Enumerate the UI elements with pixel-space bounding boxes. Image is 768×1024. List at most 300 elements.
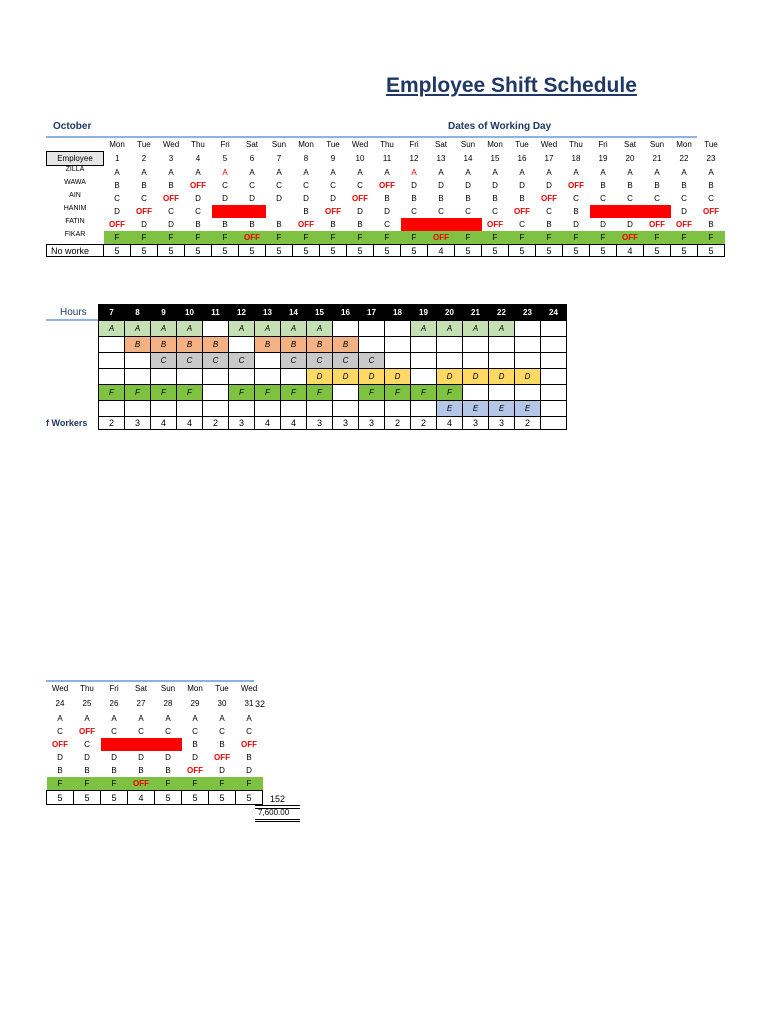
shift-cell: B [546,220,552,229]
shift-hour-cell [541,369,567,385]
date-number: 29 [190,699,200,708]
shift-cell: C [573,194,579,203]
shift-cell: OFF [703,207,719,216]
page-title: Employee Shift Schedule [386,74,637,97]
shift-cell: A [546,167,552,177]
shift-row [46,401,567,417]
shift-hour-cell: F [255,385,281,401]
shift-hour-cell: A [463,321,489,337]
day-name: Sat [134,684,147,693]
shift-cell: F [347,231,374,245]
shift-hour-cell: A [229,321,255,337]
employee-row [47,725,263,738]
shift-row [46,321,567,337]
date-number: 18 [571,154,581,163]
workers-count: 3 [359,417,385,430]
workers-count: 3 [333,417,359,430]
date-number: 25 [82,699,92,708]
shift-cell: C [141,194,147,203]
shift-hour-cell [229,401,255,417]
hour-cell: 18 [385,305,411,321]
shift-hour-cell: B [281,337,307,353]
shift-cell: A [138,714,144,723]
shift-hour-cell: A [151,321,177,337]
shift-row-label [46,401,99,417]
shift-hour-cell [541,353,567,369]
workers-count: 2 [99,417,125,430]
shift-hour-cell [489,337,515,353]
shift-cell: D [246,766,252,775]
shift-cell: D [57,753,63,762]
day-name: Tue [215,684,229,693]
workers-count: 3 [307,417,333,430]
shift-cell: F [266,231,293,245]
date-number: 21 [652,154,662,163]
employee-row [47,751,263,764]
shift-hour-cell: F [359,385,385,401]
shift-cell: B [681,181,687,190]
shift-cell: B [519,194,525,203]
shift-cell: D [222,194,228,203]
shift-cell: C [276,181,282,190]
shift-hour-cell: A [177,321,203,337]
employee-row [47,179,725,192]
shift-cell: A [465,167,471,177]
shift-hour-cell [203,369,229,385]
date-number: 6 [249,154,255,163]
count-cell: 5 [266,245,293,257]
shift-cell: OFF [136,207,152,216]
shift-hour-cell [229,337,255,353]
shift-cell: B [57,766,63,775]
shift-cell: F [401,231,428,245]
shift-hour-cell [307,401,333,417]
shift-hour-cell [515,353,541,369]
shift-cell: F [212,231,239,245]
employee-name: WAWA [64,179,86,186]
hour-cell: 16 [333,305,359,321]
workers-count: 3 [463,417,489,430]
hour-cell: 10 [177,305,203,321]
shift-cell: A [411,167,417,177]
date-number: 8 [303,154,309,163]
date-number: 12 [409,154,419,163]
dates-subtitle: Dates of Working Day [448,121,552,132]
workers-count: 3 [125,417,151,430]
shift-hour-cell [463,337,489,353]
shift-cell: C [411,207,417,216]
shift-cell: A [57,714,63,723]
shift-cell: A [384,167,390,177]
shift-cell: F [563,231,590,245]
monthly-schedule-table [46,138,725,257]
shift-cell: B [411,194,417,203]
shift-cell: D [249,194,255,203]
shift-cell: F [182,777,209,791]
shift-cell: A [168,167,174,177]
shift-cell: OFF [241,740,257,749]
shift-hour-cell [515,337,541,353]
shift-hour-cell: F [281,385,307,401]
leave-block [401,218,482,231]
shift-hour-cell: E [463,401,489,417]
hour-cell: 17 [359,305,385,321]
workers-count: 2 [411,417,437,430]
day-name: Wed [240,684,258,693]
shift-hour-cell: F [385,385,411,401]
shift-cell: F [101,777,128,791]
shift-cell: C [627,194,633,203]
shift-cell: B [708,220,714,229]
shift-cell: D [411,181,417,190]
shift-cell: B [192,740,198,749]
shift-cell: C [246,727,252,736]
shift-hour-cell: B [125,337,151,353]
shift-cell: D [627,220,633,229]
total-count: 152 [270,794,286,804]
shift-row-label [46,369,99,385]
shift-hour-cell [255,369,281,385]
shift-hour-cell [177,369,203,385]
hour-cell: 20 [437,305,463,321]
day-name: Sun [160,684,176,693]
shift-hour-cell: D [489,369,515,385]
shift-cell: B [84,766,90,775]
shift-cell: F [236,777,263,791]
shift-hour-cell [359,401,385,417]
shift-hour-cell [333,321,359,337]
shift-hour-cell: C [359,353,385,369]
shift-hour-cell [385,401,411,417]
date-number: 24 [55,699,65,708]
shift-cell: D [192,753,198,762]
shift-hour-cell: B [203,337,229,353]
shift-hour-cell: F [151,385,177,401]
date-number: 4 [195,154,201,163]
shift-cell: C [357,181,363,190]
shift-hour-cell [177,401,203,417]
shift-hour-cell [281,401,307,417]
shift-cell: C [519,220,525,229]
shift-cell: A [303,167,309,177]
shift-hour-cell [463,353,489,369]
shift-cell: OFF [352,194,368,203]
day-name: Wed [162,140,180,150]
shift-hour-cell: C [281,353,307,369]
shift-cell: F [320,231,347,245]
day-name: Thu [191,140,205,150]
worker-count-row [47,791,263,805]
shift-hour-cell [125,353,151,369]
shift-hour-cell [333,401,359,417]
shift-hour-cell: D [437,369,463,385]
workers-count: 4 [437,417,463,430]
shift-cell: A [654,167,660,177]
shift-cell: C [249,181,255,190]
shift-cell: C [465,207,471,216]
shift-cell: A [219,714,225,723]
shift-cell: F [455,231,482,245]
shift-cell: F [209,777,236,791]
shift-cell: D [330,194,336,203]
workers-count: 2 [515,417,541,430]
count-cell: 5 [590,245,617,257]
shift-cell: B [138,766,144,775]
shift-hour-cell: D [463,369,489,385]
count-cell: 5 [320,245,347,257]
shift-hour-cell: F [125,385,151,401]
shift-cell: F [671,231,698,245]
date-number: 28 [163,699,173,708]
shift-cell: C [654,194,660,203]
workers-count: 2 [385,417,411,430]
shift-cell: B [141,181,147,190]
shift-cell: B [246,753,252,762]
count-cell: 5 [482,245,509,257]
shift-cell: F [131,231,158,245]
shift-cell: C [165,727,171,736]
day-name: Tue [137,140,151,150]
shift-cell: OFF [676,220,692,229]
shift-cell: A [330,167,336,177]
day-name: Sun [271,140,287,150]
shift-hour-cell: B [151,337,177,353]
shift-cell: OFF [568,181,584,190]
shift-cell: OFF [325,207,341,216]
shift-hour-cell: C [177,353,203,369]
shift-hour-cell: F [437,385,463,401]
shift-cell: F [644,231,671,245]
shift-cell: OFF [52,740,68,749]
shift-cell: B [303,207,309,216]
count-cell: 5 [347,245,374,257]
shift-cell: C [84,740,90,749]
count-cell: 5 [185,245,212,257]
shift-cell: A [492,167,498,177]
shift-cell: OFF [187,766,203,775]
shift-cell: B [708,181,714,190]
shift-cell: D [465,181,471,190]
date-number: 13 [436,154,446,163]
shift-cell: D [384,207,390,216]
date-number: 11 [382,154,392,163]
shift-hour-cell: A [99,321,125,337]
shift-cell [266,205,293,218]
date-number: 15 [490,154,500,163]
shift-cell: B [222,220,228,229]
shift-cell: C [303,181,309,190]
shift-hour-cell [515,321,541,337]
shift-cell: D [141,220,147,229]
shift-row-label [46,321,99,337]
count-cell: 5 [374,245,401,257]
shift-hour-cell [437,337,463,353]
leave-block [590,205,671,218]
shift-hour-cell [255,401,281,417]
shift-cell: A [192,714,198,723]
shift-hour-cell [411,401,437,417]
day-header-row [47,682,263,695]
day-name: Tue [704,140,718,150]
shift-hour-cell: C [229,353,255,369]
shift-cell: OFF [514,207,530,216]
hour-cell: 11 [203,305,229,321]
workers-row [46,417,567,430]
shift-cell: C [111,727,117,736]
shift-cell: B [357,220,363,229]
shift-cell: B [114,181,120,190]
date-number: 27 [136,699,146,708]
shift-cell: F [155,777,182,791]
day-name: Tue [515,140,529,150]
shift-cell: B [465,194,471,203]
shift-cell: B [168,181,174,190]
day-name: Thu [569,140,583,150]
shift-hour-cell [99,369,125,385]
shift-row [46,337,567,353]
shift-hour-cell: F [307,385,333,401]
shift-hour-cell [359,321,385,337]
workers-count: 3 [489,417,515,430]
shift-hour-cell: F [99,385,125,401]
shift-cell: OFF [79,727,95,736]
worker-count-row [47,245,725,257]
employee-row [47,764,263,777]
shift-hour-cell: F [411,385,437,401]
hour-cell: 8 [125,305,151,321]
employee-label: Employee [47,152,104,166]
shift-cell: A [681,167,687,177]
workers-count [541,417,567,430]
shift-hour-cell [151,401,177,417]
shift-hour-cell [203,321,229,337]
shift-hour-cell: D [515,369,541,385]
shift-cell: C [222,181,228,190]
count-label: No worke [47,245,104,257]
date-number: 20 [625,154,635,163]
shift-hour-cell [437,353,463,369]
shift-hour-cell: C [151,353,177,369]
employee-name: FIKAR [64,231,86,238]
count-cell: 4 [428,245,455,257]
hourly-coverage-table [46,304,567,430]
shift-cell: C [546,207,552,216]
count-cell: 5 [74,791,101,805]
shift-cell: OFF [428,231,455,245]
shift-cell: B [600,181,606,190]
count-cell: 5 [698,245,725,257]
shift-cell: A [222,167,228,177]
shift-cell: C [708,194,714,203]
count-cell: 4 [128,791,155,805]
shift-hour-cell: A [411,321,437,337]
shift-hour-cell [541,385,567,401]
extra-date: 32 [255,699,266,709]
hour-cell: 22 [489,305,515,321]
shift-hour-cell: A [281,321,307,337]
employee-row [47,218,725,231]
shift-cell: F [158,231,185,245]
shift-hour-cell: C [333,353,359,369]
shift-hour-cell [463,385,489,401]
shift-row-label [46,385,99,401]
count-cell: 4 [617,245,644,257]
leave-block [101,738,182,751]
shift-cell: B [573,207,579,216]
shift-cell: A [111,714,117,723]
shift-cell: C [384,220,390,229]
day-name: Fri [109,684,119,693]
shift-cell: A [708,167,714,177]
date-number: 5 [222,154,228,163]
employee-row [47,231,725,245]
shift-hour-cell [333,385,359,401]
shift-cell: D [357,207,363,216]
shift-hour-cell: F [229,385,255,401]
shift-row [46,353,567,369]
shift-cell: D [111,753,117,762]
hour-cell: 12 [229,305,255,321]
shift-cell: OFF [617,231,644,245]
shift-cell: OFF [109,220,125,229]
day-name: Wed [540,140,558,150]
shift-hour-cell [385,337,411,353]
date-number: 10 [355,154,365,163]
shift-cell: B [219,740,225,749]
shift-cell: OFF [541,194,557,203]
leave-block [212,205,266,218]
count-cell: 5 [509,245,536,257]
shift-hour-cell [385,321,411,337]
shift-cell: OFF [190,181,206,190]
day-name: Wed [351,140,369,150]
hour-cell: 13 [255,305,281,321]
employee-name: FATIN [65,218,85,225]
shift-cell: F [74,777,101,791]
shift-hour-cell: E [515,401,541,417]
shift-hour-cell: C [203,353,229,369]
shift-cell: A [249,167,255,177]
shift-hour-cell: A [489,321,515,337]
shift-cell: D [573,220,579,229]
count-cell: 5 [239,245,266,257]
shift-hour-cell [359,337,385,353]
shift-hour-cell [203,401,229,417]
hour-cell: 15 [307,305,333,321]
shift-cell: C [438,207,444,216]
employee-name: HANIM [63,205,87,212]
employee-row [47,738,263,751]
shift-cell: A [438,167,444,177]
shift-hour-cell: D [307,369,333,385]
count-cell: 5 [455,245,482,257]
shift-hour-cell [489,353,515,369]
shift-cell: A [114,167,120,177]
shift-cell: F [509,231,536,245]
count-cell: 5 [131,245,158,257]
shift-cell: D [303,194,309,203]
day-name: Mon [487,140,503,150]
shift-cell: A [519,167,525,177]
shift-hour-cell [125,369,151,385]
count-cell: 5 [401,245,428,257]
shift-hour-cell [99,337,125,353]
day-name: Mon [109,140,125,150]
shift-hour-cell: B [177,337,203,353]
shift-cell: F [47,777,74,791]
shift-cell: OFF [214,753,230,762]
date-number: 7 [276,154,282,163]
